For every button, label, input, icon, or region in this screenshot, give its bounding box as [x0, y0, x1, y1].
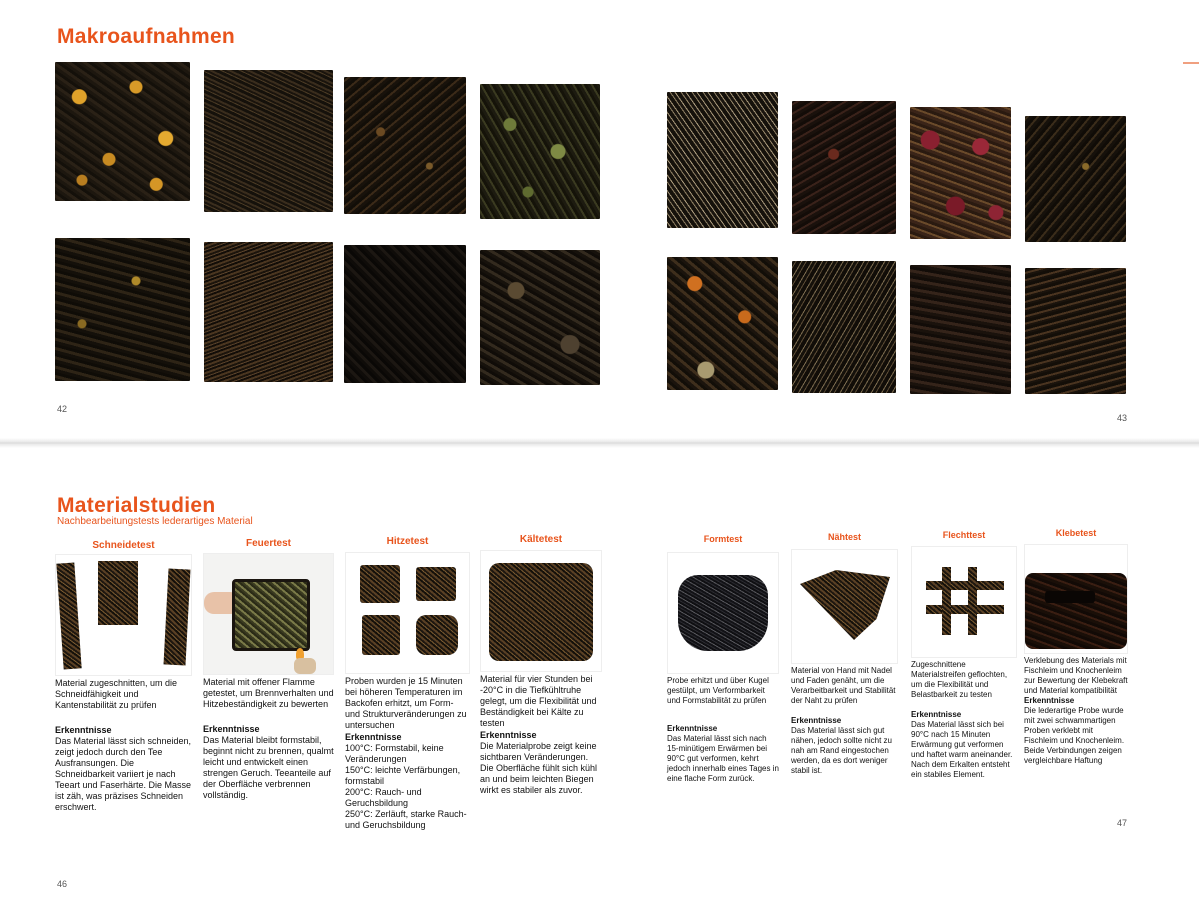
test-description: Material von Hand mit Nadel und Faden genäht, um die Verarbeitbarkeit und Stabilität der Naht zu prüfen	[791, 666, 896, 705]
test-findings: Die lederartige Probe wurde mit zwei schwammartigen Proben verklebt mit Fischleim und Knochenleim. Beide Verbindungen zeigen vergleichbare Haftung	[1024, 706, 1125, 765]
test-photo	[480, 550, 602, 672]
test-description: Probe erhitzt und über Kugel gestülpt, um Verformbarkeit und Formstabilität zu prüfen	[667, 676, 769, 705]
macro-photo	[204, 70, 333, 212]
test-feuertest	[203, 538, 334, 801]
macro-photo	[344, 77, 466, 214]
test-description: Verklebung des Materials mit Fischleim und Knochenleim zur Bewertung der Klebekraft und Material kompatibilität	[1024, 656, 1128, 695]
spread-divider	[0, 438, 1199, 448]
test-photo	[203, 553, 334, 675]
test-findings: Das Material lässt sich schneiden, zeigt jedoch durch den Tee Ausfransungen. Die Schneidbarkeit variiert je nach Teeart und Faserhärte. Die Masse ist zäh, was präzises Schneiden erschwert.	[55, 736, 192, 812]
findings-heading: Erkenntnisse	[667, 724, 718, 733]
page-number: 42	[57, 404, 68, 414]
macro-photo	[480, 84, 600, 219]
test-description: Material für vier Stunden bei -20°C in die Tiefkühltruhe gelegt, um die Flexibilität und Beständigkeit bei Kälte zu testen	[480, 674, 597, 728]
test-title: Nähtest	[827, 532, 861, 542]
page-title-macro: Makroaufnahmen	[57, 25, 236, 48]
test-findings: Das Material bleibt formstabil, beginnt nicht zu brennen, qualmt leicht und entwickelt einen strengen Geruch. Teeanteile auf der Oberfläche verbrennen vollständig.	[203, 735, 334, 800]
findings-heading: Erkenntnisse	[55, 725, 112, 735]
macro-photo	[667, 257, 778, 390]
findings-heading: Erkenntnisse	[791, 716, 842, 725]
page-title-studies: Materialstudien	[57, 494, 216, 517]
test-photo	[911, 546, 1017, 658]
findings-heading: Erkenntnisse	[911, 710, 962, 719]
test-description: Material mit offener Flamme getestet, um Brennverhalten und Hitzebeständigkeit zu bewerten	[203, 677, 334, 709]
page-subtitle: Nachbearbeitungstests lederartiges Material	[57, 516, 253, 527]
test-title: Flechttest	[942, 530, 986, 540]
test-klebetest	[1024, 528, 1128, 766]
test-hitzetest	[345, 536, 470, 831]
test-formtest	[667, 534, 779, 784]
test-title: Klebetest	[1055, 528, 1097, 538]
findings-heading: Erkenntnisse	[203, 724, 260, 734]
page-edge-mark	[1183, 62, 1199, 64]
macro-photo	[344, 245, 466, 383]
test-findings: Das Material lässt sich bei 90°C nach 15 Minuten Erwärmung gut verformen und haftet warm aneinander. Nach dem Erkalten entsteht ein stabiles Element.	[911, 720, 1013, 779]
test-flechttest	[911, 530, 1017, 780]
macro-photo	[1025, 116, 1126, 242]
test-findings: Die Materialprobe zeigt keine sichtbaren Veränderungen. Die Oberfläche fühlt sich kühl an und beim leichten Biegen wirkt es stabiler als zuvor.	[480, 741, 598, 795]
studies-spread	[0, 448, 1199, 899]
macro-photo	[480, 250, 600, 385]
test-title: Feuertest	[245, 538, 291, 549]
macro-photo	[792, 261, 896, 393]
test-kaeltetest	[480, 534, 602, 796]
macro-photo	[55, 62, 190, 201]
test-findings: 100°C: Formstabil, keine Veränderungen 150°C: leichte Verfärbungen, formstabil 200°C: Rauch- und Geruchsbildung 250°C: Zerläuft, starke Rauch- und Geruchsbildung	[345, 743, 467, 830]
findings-heading: Erkenntnisse	[345, 732, 402, 742]
macro-photo	[792, 101, 896, 234]
test-description: Zugeschnittene Materialstreifen geflochten, um die Flexibilität und Belastbarkeit zu testen	[911, 660, 1008, 699]
page-number: 46	[57, 879, 68, 889]
test-title: Schneidetest	[92, 540, 155, 551]
macro-spread	[0, 0, 1199, 438]
test-photo	[791, 549, 898, 664]
test-description: Material zugeschnitten, um die Schneidfähigkeit und Kantenstabilität zu prüfen	[55, 678, 178, 710]
test-findings: Das Material lässt sich nach 15-minütigem Erwärmen bei 90°C gut verformen, kehrt jedoch innerhalb eines Tages in eine flache Form zurück.	[667, 734, 779, 783]
macro-photo	[204, 242, 333, 382]
test-naehtest	[791, 532, 898, 776]
macro-photo	[55, 238, 190, 381]
test-photo	[55, 554, 192, 676]
test-findings: Das Material lässt sich gut nähen, jedoch sollte nicht zu nah am Rand eingestochen werden, da es dort weniger stabil ist.	[791, 726, 892, 775]
findings-heading: Erkenntnisse	[480, 730, 537, 740]
macro-photo	[667, 92, 778, 228]
findings-heading: Erkenntnisse	[1024, 696, 1075, 705]
test-photo	[1024, 544, 1128, 654]
test-description: Proben wurden je 15 Minuten bei höheren Temperaturen im Backofen erhitzt, um Form- und Strukturveränderungen zu untersuchen	[345, 676, 467, 730]
test-photo	[667, 552, 779, 674]
test-title: Hitzetest	[386, 536, 429, 547]
test-title: Formtest	[703, 534, 743, 544]
page-number: 43	[1117, 413, 1128, 423]
test-schneidetest	[55, 540, 192, 813]
macro-photo	[910, 265, 1011, 394]
test-title: Kältetest	[519, 534, 563, 545]
macro-photo	[1025, 268, 1126, 394]
macro-photo	[910, 107, 1011, 239]
page-number: 47	[1117, 818, 1128, 828]
test-photo	[345, 552, 470, 674]
